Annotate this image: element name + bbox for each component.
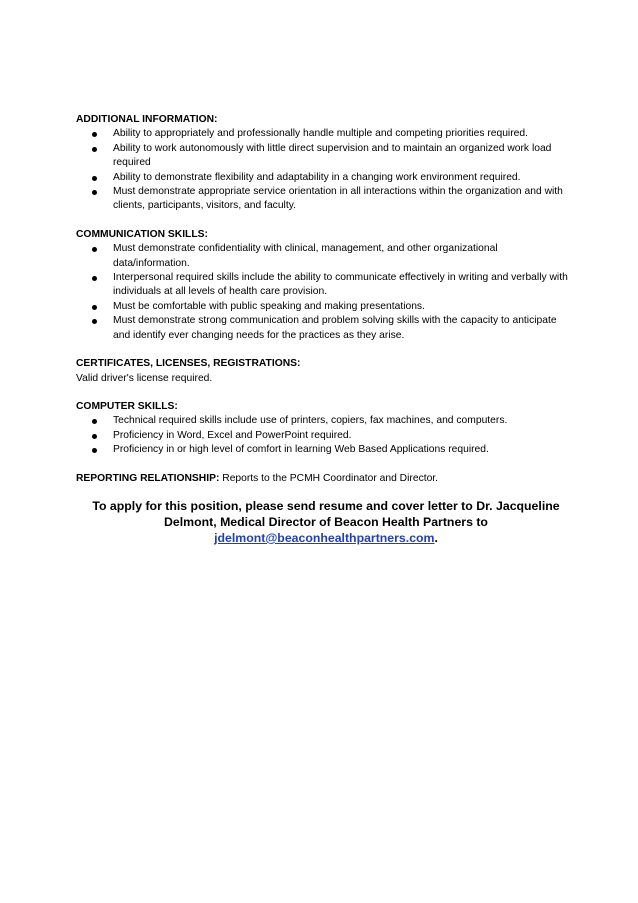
bullet-icon (92, 419, 97, 424)
bullet-icon (92, 434, 97, 439)
computer-skills-heading: COMPUTER SKILLS: (76, 400, 178, 412)
reporting-relationship-text: Reports to the PCMH Coordinator and Director. (219, 472, 439, 484)
email-link[interactable]: jdelmont@beaconhealthpartners.com (214, 530, 435, 545)
list-item: Proficiency in or high level of comfort in learning Web Based Applications required. (76, 443, 576, 457)
bullet-icon (92, 247, 97, 252)
additional-information-heading: ADDITIONAL INFORMATION: (76, 114, 218, 125)
bullet-icon (92, 147, 97, 152)
computer-skills-section (76, 400, 576, 458)
apply-instructions (76, 498, 576, 546)
additional-information-section (76, 113, 576, 214)
list-item: Must demonstrate confidentiality with clinical, management, and other organizational data/information. (76, 242, 576, 271)
bullet-icon (92, 276, 97, 281)
computer-skills-list (76, 414, 576, 457)
list-item: Ability to appropriately and professionally handle multiple and competing priorities required. (76, 127, 576, 141)
document-page (76, 113, 576, 546)
reporting-relationship (76, 472, 576, 486)
communication-skills-list (76, 242, 576, 343)
bullet-icon (92, 448, 97, 453)
list-item: Must demonstrate appropriate service orientation in all interactions within the organization and with clients, participants, visitors, and faculty. (76, 185, 576, 214)
bullet-icon (92, 305, 97, 310)
list-item: Ability to work autonomously with little direct supervision and to maintain an organized work load required (76, 142, 576, 171)
certificates-section (76, 357, 576, 386)
list-item: Ability to demonstrate flexibility and adaptability in a changing work environment required. (76, 171, 576, 185)
apply-end: . (434, 530, 438, 545)
apply-text: To apply for this position, please send resume and cover letter to Dr. Jacqueline Delmont, Medical Director of Beacon Health Partners to (92, 498, 560, 529)
certificates-text: Valid driver's license required. (76, 372, 213, 384)
list-item: Technical required skills include use of printers, copiers, fax machines, and computers. (76, 414, 576, 428)
bullet-icon (92, 190, 97, 195)
list-item: Must be comfortable with public speaking and making presentations. (76, 300, 576, 314)
reporting-relationship-label: REPORTING RELATIONSHIP: (76, 472, 220, 484)
communication-skills-section (76, 228, 576, 343)
list-item: Proficiency in Word, Excel and PowerPoint required. (76, 429, 576, 443)
list-item: Interpersonal required skills include the ability to communicate effectively in writing and verbally with individuals at all levels of health care provision. (76, 271, 576, 300)
bullet-icon (92, 319, 97, 324)
additional-information-list (76, 127, 576, 213)
list-item: Must demonstrate strong communication and problem solving skills with the capacity to anticipate and identify ever changing needs for the practices as they arise. (76, 314, 576, 343)
bullet-icon (92, 132, 97, 137)
bullet-icon (92, 176, 97, 181)
certificates-heading: CERTIFICATES, LICENSES, REGISTRATIONS: (76, 358, 301, 370)
communication-skills-heading: COMMUNICATION SKILLS: (76, 228, 208, 240)
